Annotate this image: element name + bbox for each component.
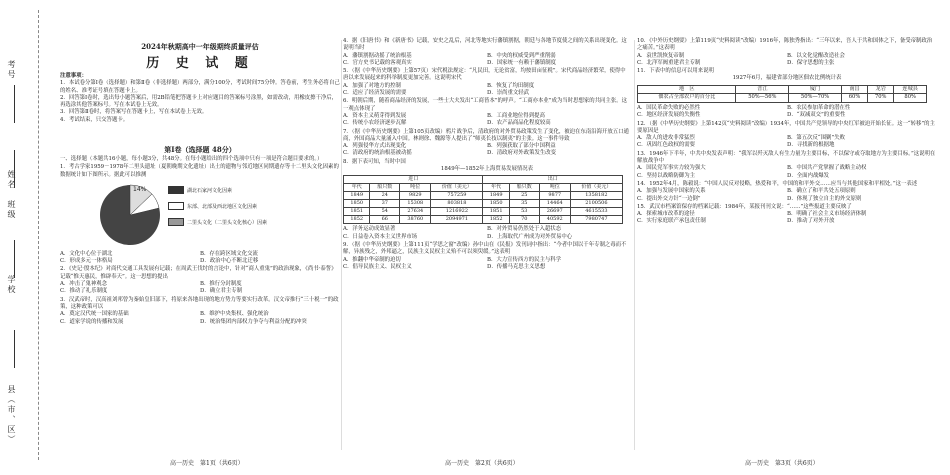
column-1 xyxy=(60,156,340,327)
table-col-header: 船只数 xyxy=(370,184,400,192)
table-cell: 9829 xyxy=(400,192,431,200)
question-10 xyxy=(637,38,937,67)
options xyxy=(343,53,631,68)
question-stem: 7．（据《中华历史纲要》上第105页改编）鸦片战争后，清政府的对外贸易政策发生了变化，被迫在东南沿海开放五口通商，外国商品大量涌入中国。林则徐、魏源等人提出了“师夷长技以制夷”的主张。这一事件导致 xyxy=(343,128,629,142)
table-cell: 14464 xyxy=(539,200,570,208)
question-stem: 4．据《旧唐书》和《新唐书》记载，安史之乱后，河北等地实行藩镇割据，朝廷与各地节度使之间的关系出现变化。这说明当时 xyxy=(343,38,627,52)
question-stem: 15．武汉市档案馆保存的档案记载：1984年，某报刊刊文说：“……”这些报道主要反映了 xyxy=(637,203,852,210)
legend-item: 东部、北部及西北地区文化因素 xyxy=(187,203,258,210)
table-cell: 80% xyxy=(894,94,927,103)
option[interactable]: A．奠定汉代统一国家的基础 xyxy=(60,311,129,318)
table-col-header: 吨位 xyxy=(539,184,570,192)
field-line xyxy=(14,240,15,278)
option[interactable]: B．大力宣传西方的民主与科学 xyxy=(487,256,562,263)
question-8 xyxy=(343,159,631,241)
table-cell: 70% xyxy=(868,94,894,103)
column-2 xyxy=(343,38,631,272)
option[interactable]: C．提出外交方针“一边倒” xyxy=(637,195,701,202)
question-4 xyxy=(343,38,631,67)
option[interactable]: D．寻找新的根据地 xyxy=(787,142,835,149)
table-col-header: 连城县 xyxy=(894,85,927,94)
field-line xyxy=(14,150,15,188)
table-col-header: 船只数 xyxy=(509,184,539,192)
table-body xyxy=(344,192,623,224)
table-cell: 1358182 xyxy=(570,192,622,200)
option[interactable]: B．恢复了均田制度 xyxy=(487,82,535,89)
table-cell: 2094971 xyxy=(431,216,483,224)
options xyxy=(637,135,937,150)
option[interactable]: D．农产品商品化程度较高 xyxy=(487,120,551,127)
option[interactable]: D．政治中心不断北迁移 xyxy=(200,258,259,265)
table-title: 1849年—1852年上海贸易发展情况表 xyxy=(440,166,534,173)
notes-heading: 注意事项： xyxy=(60,73,87,79)
option[interactable]: B．以文化觉醒改造社会 xyxy=(787,52,845,59)
table-cell: 1216922 xyxy=(431,208,483,216)
table-row xyxy=(344,208,623,216)
option[interactable]: C．形成多元一体格局 xyxy=(60,258,113,265)
option[interactable]: D．全面内战爆发 xyxy=(787,172,830,179)
option[interactable]: C．北洋军阀重建君主专制 xyxy=(637,59,701,66)
table-cell: 2100506 xyxy=(570,200,622,208)
table-cell: 803818 xyxy=(431,200,483,208)
question-1 xyxy=(60,164,340,265)
option[interactable]: D．传播马克思主义思想 xyxy=(487,263,546,270)
table-cell: 50%—56% xyxy=(736,94,789,103)
table-header: 进口 xyxy=(344,176,483,184)
binding-margin xyxy=(0,0,60,475)
table-cell: 54 xyxy=(370,208,400,216)
option[interactable]: C．巩固红色政权的需要 xyxy=(637,142,696,149)
option[interactable]: D．推动了对外开放 xyxy=(787,218,835,225)
question-12 xyxy=(637,121,937,150)
option[interactable]: C．官方史书记载的客观真实 xyxy=(343,59,412,66)
label-xingming: 姓名 xyxy=(7,170,16,190)
table-cell: 70 xyxy=(509,216,539,224)
option[interactable]: A．国民革命失败的必然性 xyxy=(637,104,701,111)
option[interactable]: A．加强了对地方的控制 xyxy=(343,82,401,89)
table-col-header: 晋江 xyxy=(736,85,789,94)
pie-legend xyxy=(168,183,267,231)
options xyxy=(637,211,937,226)
table-cell: 1849 xyxy=(483,192,509,200)
column-3 xyxy=(637,38,937,227)
question-6 xyxy=(343,98,631,127)
option[interactable]: B．明确了社会主义市场经济体制 xyxy=(787,211,867,218)
options xyxy=(60,311,340,326)
option[interactable]: A．袁世凯恢复帝制 xyxy=(637,52,685,59)
label-xuexiao: 学校 xyxy=(7,275,16,295)
table-cell: 26697 xyxy=(539,208,570,216)
table-cell: 35 xyxy=(509,200,539,208)
table-col-header: 年代 xyxy=(483,184,509,192)
pie-chart xyxy=(60,179,340,251)
question-11 xyxy=(637,68,937,119)
table-cell: 7980747 xyxy=(570,216,622,224)
question-7 xyxy=(343,129,631,158)
table-cell: 60% xyxy=(841,94,867,103)
table-col-header: 吨位 xyxy=(400,184,431,192)
exam-subtitle: 2024年秋期高中一年级期终质量评估 xyxy=(141,42,259,51)
table-title: 1927年6月，福建省部分地区佃农比例统计表 xyxy=(732,75,842,82)
table-cell: 40592 xyxy=(539,216,570,224)
section-intro: 一、选择题（本题共16小题，每小题3分，共48分。在每小题给出的四个选项中只有一项是符合题目要求的。） xyxy=(60,156,323,162)
table-cell: 1850 xyxy=(344,200,370,208)
question-stem: 11．下表中的信息可以用来说明 xyxy=(637,68,714,75)
label-kaohao: 考号 xyxy=(7,60,16,80)
note-item: 4．考试结束，只交答题卡。 xyxy=(60,116,129,123)
options xyxy=(60,281,340,296)
table-cell: 1851 xyxy=(483,208,509,216)
option[interactable]: A．列强侵华方式出现变化 xyxy=(343,143,407,150)
option[interactable]: A．推翻中华帝制的迫切 xyxy=(343,256,401,263)
option[interactable]: A．敌人的进攻非常猛烈 xyxy=(637,135,695,142)
label-xian: 县（市、区） xyxy=(7,385,16,445)
option[interactable]: C．日益卷入资本主义世界市场 xyxy=(343,233,418,240)
question-2 xyxy=(60,266,340,295)
option[interactable]: B．确立了和平共处五项原则 xyxy=(787,188,856,195)
page-footer: 高一历史 第1页（共6页） xyxy=(170,460,244,467)
option[interactable]: A．国民党军事实力较为强大 xyxy=(637,165,706,172)
pie-label: 14% xyxy=(133,185,147,193)
table-row xyxy=(344,200,623,208)
question-stem: 1．考古学家1959－1978年二里头遗址（夏朝晚期文化遗址）出土的遗物与邻近地区同期遗存等十二里头文化因素的数据统计如下图所示。据此可以推测 xyxy=(60,164,339,178)
legend-item: 二里头文化（二里头文化核心）因素 xyxy=(187,219,268,226)
option[interactable]: C．倡导民族主义、民权主义 xyxy=(343,263,412,270)
option[interactable]: C．实行家庭联产承包责任制 xyxy=(637,218,706,225)
table-cell: 53 xyxy=(509,208,539,216)
options xyxy=(637,165,937,180)
note-item: 2．回答第Ⅰ卷时，选出每小题答案后，用2B铅笔把答题卡上对应题目的答案标号涂黑，如需改动，用橡皮擦干净后，再选涂其他答案标号。写在本试卷上无效。 xyxy=(60,94,338,109)
option[interactable]: D．统治集团内部权力争夺与利益分配的冲突 xyxy=(200,318,307,325)
field-line xyxy=(14,330,15,368)
option[interactable]: C．适应了经济发展的需要 xyxy=(343,90,407,97)
table-col-header: 年代 xyxy=(344,184,370,192)
option[interactable]: D．上海取代广州成为对外贸易中心 xyxy=(487,233,573,240)
question-stem: 9．（据《中华历史纲要》上第111页“学思之窗”改编）孙中山在《民报》发刊词中指出：“今者中国以千年专制之毒而不解，异族残之，外邦逼之，民族主义民权主义殆不可以须臾缓。”这表明 xyxy=(343,241,627,256)
options xyxy=(60,251,340,266)
table-cell: 37 xyxy=(370,200,400,208)
option[interactable]: B．工商业地位得到提高 xyxy=(487,112,545,119)
option[interactable]: B．维护中央集权、强化统治 xyxy=(200,311,269,318)
legend-swatch xyxy=(168,186,184,194)
question-stem: 5．（据《中华历史纲要》上第57页）宋代税法规定：“凡民田，无论贫富，均按田亩征税”。宋代商品经济繁荣，使得中唐以来发展起来的科举制度更加完善。这说明宋代 xyxy=(343,68,626,82)
option[interactable]: A．资本主义萌芽得到发展 xyxy=(343,112,407,119)
binding-dashed-line xyxy=(38,10,39,460)
option[interactable]: D．确立君主专制 xyxy=(200,288,243,295)
option[interactable]: B．农民参加革命的潜在性 xyxy=(787,104,851,111)
page-footer: 高一历史 第3页（共6页） xyxy=(745,460,819,467)
note-item: 1．本试卷分第Ⅰ卷（选择题）和第Ⅱ卷（非选择题）两部分，满分100分，考试时间75分钟。答卷前，考生务必将自己的姓名、准考证号填在答题卡上。 xyxy=(60,80,340,94)
table-header-row xyxy=(638,85,927,94)
legend-swatch xyxy=(168,218,184,226)
question-stem: 6．明朝后期，随着商品经济的发展，一些士大夫发出“工商皆本”的呼声。“工商亦本业”成为当时思想家的共同主张。这一观点体现了 xyxy=(343,98,627,112)
option[interactable]: A．藩镇割据动摇了统治根基 xyxy=(343,52,412,59)
table-cell: 27634 xyxy=(400,208,431,216)
trade-table xyxy=(343,175,623,224)
option[interactable]: A．冲击了鬼神观念 xyxy=(60,281,108,288)
note-item: 3．回答第Ⅱ卷时，将答案写在答题卡上，写在本试卷上无效。 xyxy=(60,109,208,116)
option[interactable]: D．保守思想的主张 xyxy=(787,59,835,66)
options xyxy=(343,257,631,272)
option[interactable]: D．清政府对外政策发生改变 xyxy=(487,150,557,157)
table-col-header: 价值（美元） xyxy=(431,184,483,192)
table-col-header: 南昌 xyxy=(841,85,867,94)
table-row xyxy=(638,94,927,103)
section-title: 第Ⅰ卷（选择题 48分） xyxy=(164,145,236,154)
table-cell: 1852 xyxy=(483,216,509,224)
question-stem: 14．1952年4月，陈毅说：“中国人民反对侵略，热爱和平，中国的和平外交……应当与其他国家和平相处。”这一表述 xyxy=(637,180,918,187)
table-cell: 38760 xyxy=(400,216,431,224)
table-cell: 24 xyxy=(370,192,400,200)
option[interactable]: B．中央的权威受到严重削弱 xyxy=(487,52,556,59)
table-header: 出口 xyxy=(483,176,623,184)
table-body xyxy=(638,94,927,103)
option[interactable]: A．加强与发展中国家的关系 xyxy=(637,188,706,195)
question-14 xyxy=(637,181,937,203)
option[interactable]: B．对外贸易仍然处于入超状态 xyxy=(487,226,562,233)
option[interactable]: C．传统小农经济逐步瓦解 xyxy=(343,120,407,127)
option[interactable]: C．清政府的统治根基被动摇 xyxy=(343,150,412,157)
question-stem: 8．据下表可知，当时中国 xyxy=(343,158,406,165)
legend-item: 湖北石家河文化因素 xyxy=(187,187,233,194)
table-cell: 佃农占全部农户的百分比 xyxy=(638,94,736,103)
option[interactable]: D．崇尚重文轻武 xyxy=(487,90,530,97)
option[interactable]: D．“双减双交”的重要性 xyxy=(787,112,846,119)
table-header-row xyxy=(344,184,623,192)
options xyxy=(343,143,631,158)
column-divider xyxy=(341,40,342,450)
notes-block xyxy=(60,73,340,124)
option[interactable]: A．文化中心位于湖北 xyxy=(60,250,113,257)
tenant-table xyxy=(637,85,927,103)
table-cell: 1850 xyxy=(483,200,509,208)
option[interactable]: A．探索城市改革的途径 xyxy=(637,211,695,218)
option[interactable]: B．推行分封制度 xyxy=(200,281,242,288)
option[interactable]: D．体现了独立自主的外交原则 xyxy=(787,195,862,202)
table-row xyxy=(344,192,623,200)
question-13 xyxy=(637,151,937,180)
field-line xyxy=(14,85,15,123)
table-cell: 1851 xyxy=(344,208,370,216)
table-cell: 1849 xyxy=(344,192,370,200)
table-col-header: 地 区 xyxy=(638,85,736,94)
option[interactable]: B．第五次反“围剿”失败 xyxy=(787,135,845,142)
table-col-header: 厦门 xyxy=(789,85,842,94)
table-cell: 757259 xyxy=(431,192,483,200)
options xyxy=(343,226,631,241)
question-stem: 2．《史记·殷本纪》对商代交通工具发展有记载；在周武王伐纣的言论中，针对“商人重鬼”的政治现象，《尚书·泰誓》记载“惟天惠民，惟辟奉天”。这一思想的提出 xyxy=(60,266,337,280)
table-row xyxy=(344,216,623,224)
exam-title: 历 史 试 题 xyxy=(146,56,254,71)
question-5 xyxy=(343,68,631,97)
legend-swatch xyxy=(168,202,184,210)
option[interactable]: C．地区经济发展的失衡性 xyxy=(637,112,701,119)
label-banji: 班级 xyxy=(7,200,16,220)
table-cell: 4615533 xyxy=(570,208,622,216)
question-stem: 3．汉武帝时，汉高祖刘邦曾为秦始皇旧部下，将原来各地出现的地方势力等要实行改革。汉文帝推行“三十税一”的政策，这种政策可以 xyxy=(60,296,339,310)
option[interactable]: D．国家统一有赖于藩镇制度 xyxy=(487,59,557,66)
question-stem: 12．（据《中华历史纲要》上第142页“史料阅读”改编）1934年，中国共产党领导的中央红军被迫开始长征。这一“转移”的主要原因是 xyxy=(637,120,935,134)
option[interactable]: C．道家学说的传播和发展 xyxy=(60,318,124,325)
table-cell: 25 xyxy=(509,192,539,200)
option[interactable]: B．存在跨区域文化交流 xyxy=(200,250,258,257)
table-cell: 50%—70% xyxy=(789,94,842,103)
question-15 xyxy=(637,204,937,226)
option[interactable]: B．列强获取了部分中国利益 xyxy=(487,143,556,150)
page-footer: 高一历史 第2页（共6页） xyxy=(445,460,519,467)
table-cell: 66 xyxy=(370,216,400,224)
options xyxy=(637,53,937,68)
table-cell: 15308 xyxy=(400,200,431,208)
option[interactable]: B．中国共产党掌握了战略主动权 xyxy=(787,165,867,172)
question-stem: 13．1946年下半年，中共中央发表声明：“我军以歼灭敌人有生力量为主要目标，不以保守或夺取地方为主要目标。”这说明在解放战争中 xyxy=(637,150,936,165)
options xyxy=(637,105,937,120)
options xyxy=(343,113,631,128)
table-col-header: 龙岩 xyxy=(868,85,894,94)
question-9 xyxy=(343,242,631,271)
options xyxy=(637,188,937,203)
question-stem: 10．《中外历史纲要》上第119页“史料阅读”改编）1916年，陈独秀指出：“三年以来，吾人于共和国体之下，备受帝制政治之痛苦。”这表明 xyxy=(637,38,933,52)
table-col-header: 价值（美元） xyxy=(570,184,622,192)
table-cell: 9877 xyxy=(539,192,570,200)
table-cell: 1852 xyxy=(344,216,370,224)
question-3 xyxy=(60,297,340,326)
options xyxy=(343,83,631,98)
option[interactable]: A．洋务运动成效显著 xyxy=(343,226,396,233)
column-divider xyxy=(634,40,635,450)
option[interactable]: C．推动了礼乐制度 xyxy=(60,288,108,295)
option[interactable]: C．坚持以战略防御为主 xyxy=(637,172,696,179)
